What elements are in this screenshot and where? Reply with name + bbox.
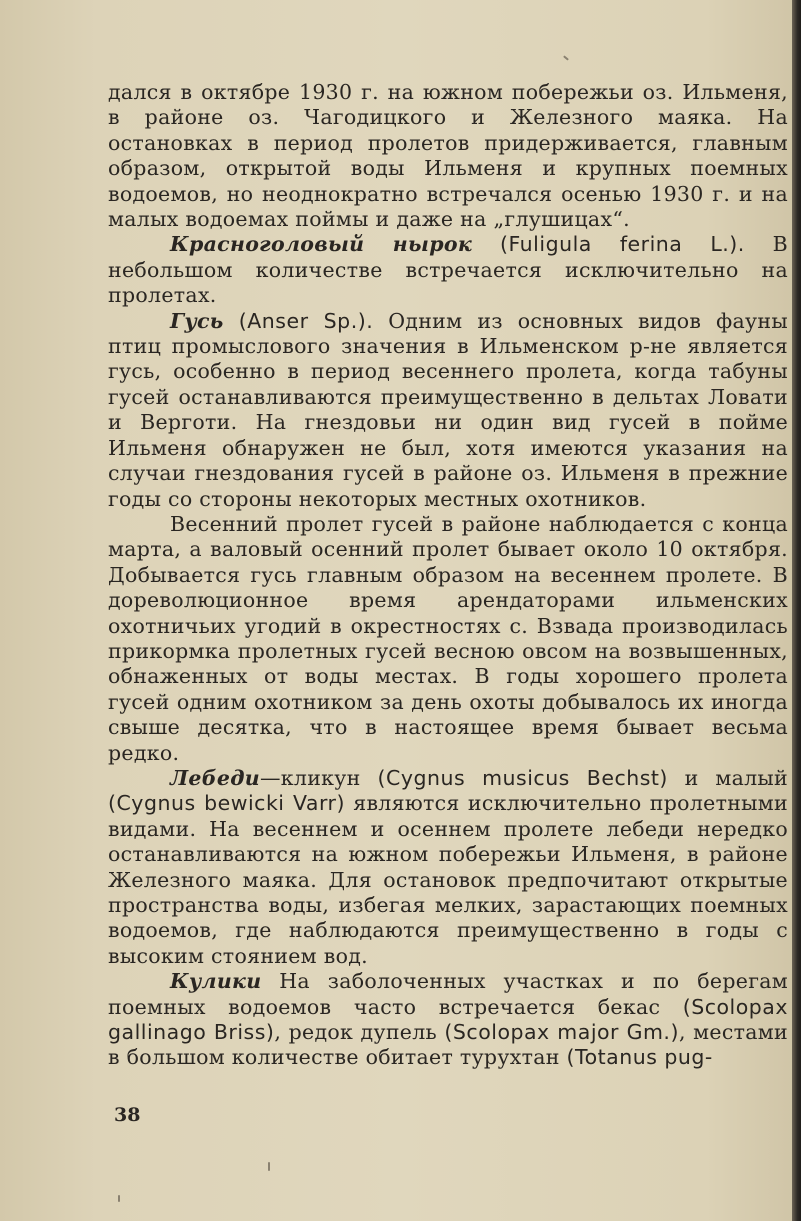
- paper-speck: [118, 1195, 120, 1202]
- paper-speck: [268, 1162, 270, 1171]
- paragraph: [108, 766, 788, 969]
- latin-name: (Fuligula ferina L.).: [472, 232, 745, 257]
- text-run: —кликун: [259, 765, 361, 790]
- text-run: , редок дупель: [274, 1020, 445, 1045]
- text-run: и малый: [667, 765, 789, 790]
- page-edge: [792, 0, 801, 1221]
- text-run: На заболоченных участках и по берегам поемных водоемов часто встречается бекас: [108, 969, 788, 1019]
- latin-name: (Anser Sp.).: [223, 308, 374, 333]
- text-run: , местами в большом количестве обитает турухтан: [108, 1020, 788, 1070]
- text-run: дался в октябре 1930 г. на южном побережьи оз. Ильменя, в районе оз. Чагодицкого и Железного маяка. На остановках в период пролетов придерживается, главным образом, открытой воды Ильменя и крупных поемных водоемов, но неоднократно встречался осенью 1930 г. и на малых водоемах поймы и даже на „глушицах“.: [108, 80, 788, 232]
- species-name: Красноголовый нырок: [170, 232, 472, 257]
- latin-name: (Cygnus musicus Bechst): [360, 765, 668, 790]
- paragraph: [108, 512, 788, 766]
- species-name: Гусь: [170, 308, 224, 333]
- body-text: [108, 80, 788, 1071]
- text-run: В небольшом количестве встречается исключительно на пролетах.: [108, 232, 789, 308]
- paragraph: [108, 309, 788, 512]
- page-number: 38: [114, 1104, 141, 1126]
- species-name: Лебеди: [170, 765, 260, 790]
- paper-speck: [563, 55, 569, 60]
- latin-name: (Totanus pug-: [566, 1045, 713, 1070]
- latin-name: (Scolopax gallinago Briss): [108, 994, 788, 1045]
- species-name: Кулики: [170, 969, 262, 994]
- text-run: Весенний пролет гусей в районе наблюдается с конца марта, а валовый осенний пролет бывает около 10 октября. Добывается гусь главным образом на весеннем пролете. В дореволюционное время арендаторами ильменских охотничьих угодий в окрестностях с. Взвада производилась прикормка пролетных гусей весною овсом на возвышенных, обнаженных от воды местах. В годы хорошего пролета гусей одним охотником за день охоты добывалось их иногда свыше десятка, что в настоящее время бывает весьма редко.: [108, 511, 788, 765]
- paragraph: [108, 232, 788, 308]
- text-run: Одним из основных видов фауны птиц промыслового значения в Ильменском р-не является гусь, особенно в период весеннего пролета, когда табуны гусей останавливаются преимущественно в дельтах Ловати и Верготи. На гнездовьи ни один вид гусей в пойме Ильменя обнаружен не был, хотя имеются указания на случаи гнездования гусей в районе оз. Ильменя в прежние годы со стороны некоторых местных охотников.: [108, 308, 788, 511]
- paragraph: [108, 80, 788, 232]
- paragraph: [108, 969, 788, 1071]
- latin-name: (Scolopax major Gm.): [444, 1020, 679, 1045]
- latin-name: (Cygnus bewicki Varr): [108, 791, 345, 816]
- text-run: являются исключительно пролетными видами. На весеннем и осеннем пролете лебеди нередко останавливаются на южном побережьи Ильменя, в районе Железного маяка. Для остановок предпочитают открытые пространства воды, избегая мелких, зарастающих поемных водоемов, где наблюдаются преимущественно в годы с высоким стоянием вод.: [108, 791, 788, 968]
